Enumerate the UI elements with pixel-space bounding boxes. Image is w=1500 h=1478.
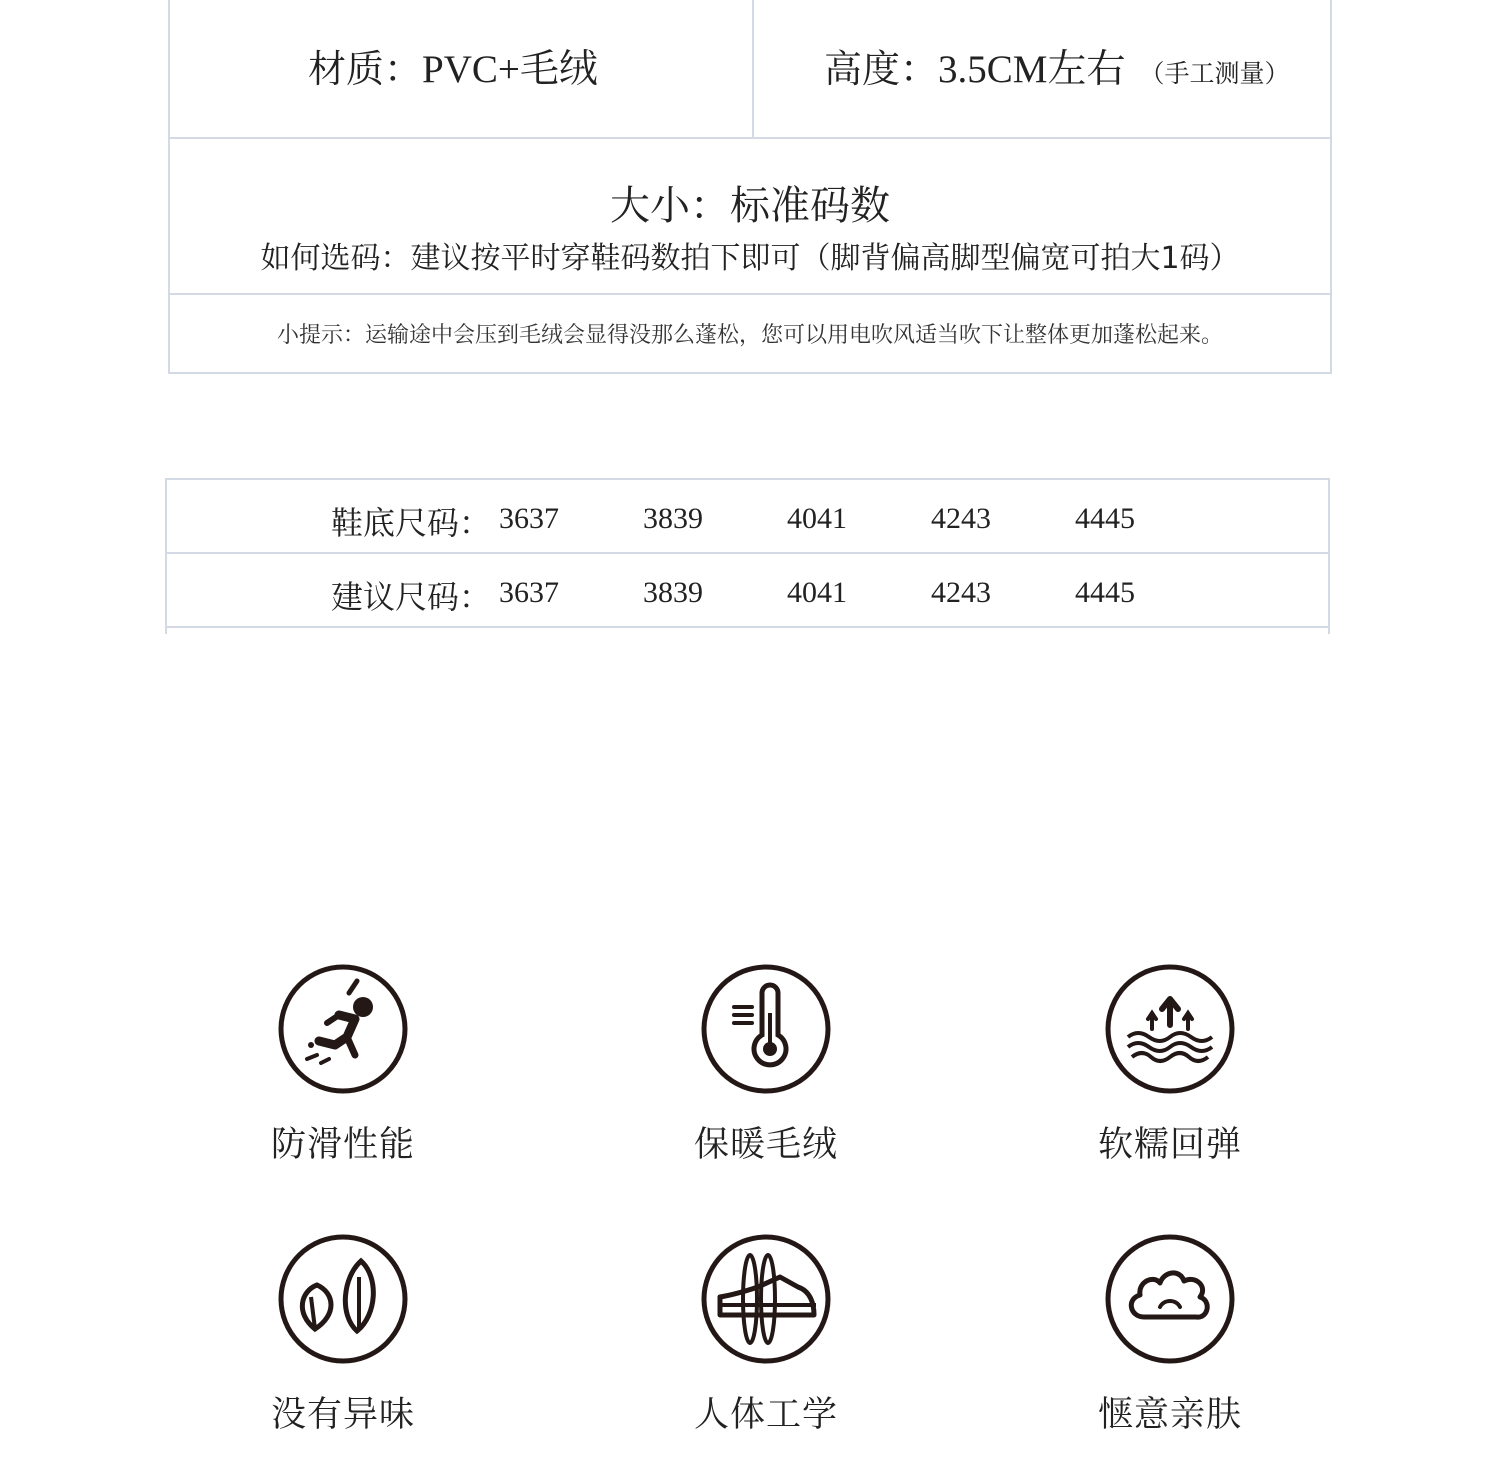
spec-divider-vertical xyxy=(752,0,754,139)
leaf-icon xyxy=(277,1233,409,1365)
row-label: 建议尺码： xyxy=(331,578,492,616)
size-cell: 4243 xyxy=(931,576,991,609)
table-row xyxy=(167,554,1328,626)
feature-skin-friendly xyxy=(1040,1233,1300,1437)
feature-no-odor xyxy=(213,1233,473,1437)
material-spec xyxy=(308,38,598,94)
feature-label: 人体工学 xyxy=(693,1395,838,1435)
material-value: PVC+毛绒 xyxy=(422,48,598,91)
size-cell: 3637 xyxy=(499,576,559,609)
feature-ergonomic xyxy=(636,1233,896,1437)
height-label: 高度： xyxy=(824,47,939,91)
size-cell: 3839 xyxy=(643,502,703,535)
height-spec xyxy=(824,38,1289,94)
feature-label: 软糯回弹 xyxy=(1097,1125,1242,1165)
feature-rebound xyxy=(1040,963,1300,1167)
size-title: 大小：标准码数 xyxy=(610,183,890,229)
thermometer-icon xyxy=(700,963,832,1095)
spec-divider-2 xyxy=(170,293,1330,295)
size-cell: 4445 xyxy=(1075,502,1135,535)
height-note: （手工测量） xyxy=(1139,59,1290,88)
feature-label: 惬意亲肤 xyxy=(1097,1395,1242,1435)
spec-box xyxy=(168,0,1332,374)
size-cell: 4445 xyxy=(1075,576,1135,609)
feature-antislip xyxy=(213,963,473,1167)
slip-icon xyxy=(277,963,409,1095)
table-divider xyxy=(167,626,1328,628)
tip-text: 小提示：运输途中会压到毛绒会显得没那么蓬松，您可以用电吹风适当吹下让整体更加蓬松起来。 xyxy=(276,323,1223,348)
table-row xyxy=(167,480,1328,552)
size-cell: 4243 xyxy=(931,502,991,535)
size-howto: 如何选码：建议按平时穿鞋码数拍下即可（脚背偏高脚型偏宽可拍大1码） xyxy=(260,241,1240,276)
feature-label: 保暖毛绒 xyxy=(693,1125,838,1165)
size-cell: 4041 xyxy=(787,502,847,535)
size-table xyxy=(165,478,1330,634)
size-cell: 3637 xyxy=(499,502,559,535)
row-label: 鞋底尺码： xyxy=(331,504,492,542)
feature-warm xyxy=(636,963,896,1167)
material-label: 材质： xyxy=(308,47,423,91)
spec-divider-1 xyxy=(170,137,1330,139)
rebound-icon xyxy=(1104,963,1236,1095)
size-cell: 4041 xyxy=(787,576,847,609)
height-value: 3.5CM左右 xyxy=(938,48,1126,91)
size-cell: 3839 xyxy=(643,576,703,609)
feature-label: 没有异味 xyxy=(270,1395,415,1435)
ergonomic-shoe-icon xyxy=(700,1233,832,1365)
feature-label: 防滑性能 xyxy=(270,1125,415,1165)
cloud-icon xyxy=(1104,1233,1236,1365)
